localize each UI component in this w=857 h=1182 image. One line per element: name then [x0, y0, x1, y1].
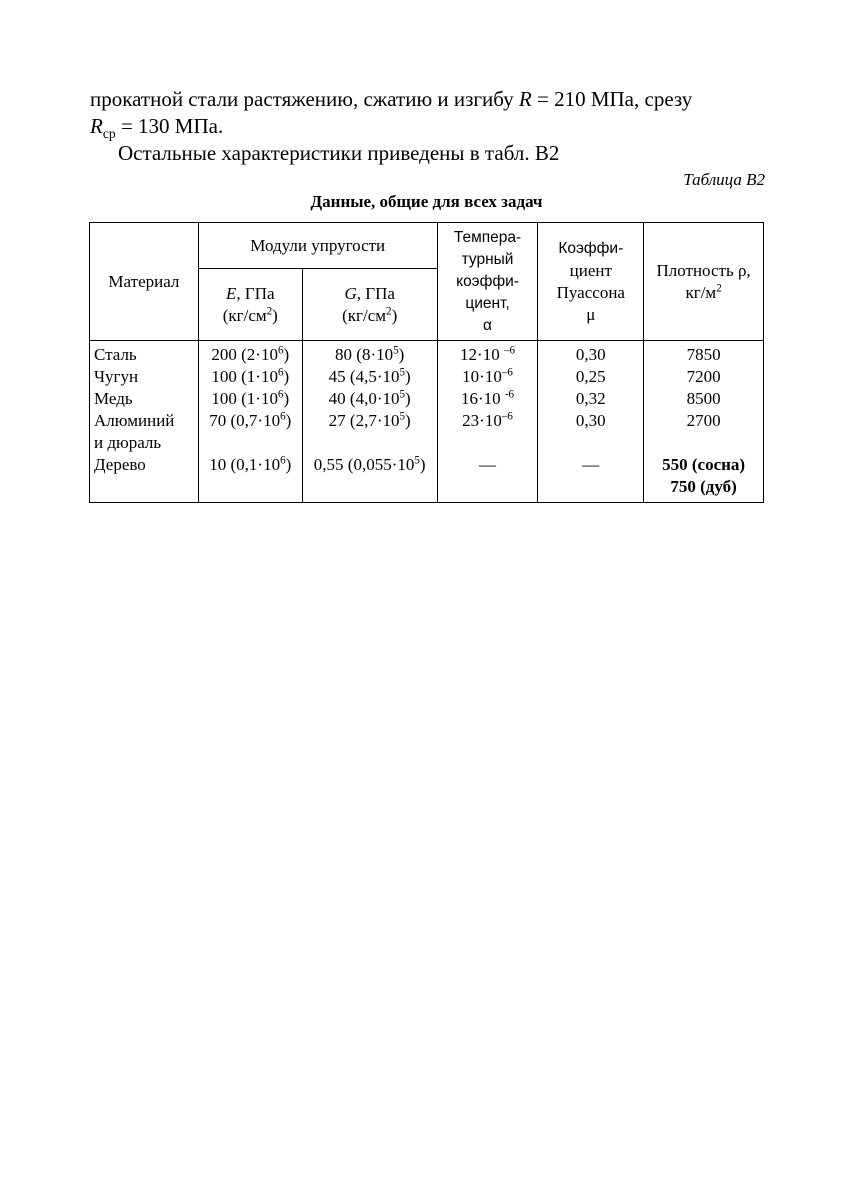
paragraph-other-characteristics: Остальные характеристики приведены в табл. В2	[118, 141, 560, 165]
cell-alpha	[437, 432, 538, 454]
cell-mu: 0,25	[538, 366, 644, 388]
cell-e: 100 $(1\cdot 10^6)$	[198, 388, 302, 410]
cell-material: Медь	[90, 388, 199, 410]
header-elastic-moduli: Модули упругости	[198, 223, 437, 269]
paragraph-strength: прокатной стали растяжению, сжатию и изгибу R = 210 МПа, срезу $R_{ср} = 130$ МПа.	[90, 87, 693, 142]
cell-material: Сталь	[90, 341, 199, 367]
header-density: Плотность ρ, $кг/м^2$	[644, 223, 764, 341]
cell-alpha	[437, 476, 538, 503]
cell-g	[302, 476, 437, 503]
cell-material: Чугун	[90, 366, 199, 388]
cell-material: Дерево	[90, 454, 199, 476]
cell-e: 100 $(1\cdot 10^6)$	[198, 366, 302, 388]
cell-density: 550 (сосна)	[644, 454, 764, 476]
cell-e	[198, 476, 302, 503]
table-row	[90, 366, 764, 388]
cell-density: 7200	[644, 366, 764, 388]
header-g-modulus: G, ГПа $(кг/см^2)$	[302, 269, 437, 341]
cell-g: 27 $(2,7\cdot 10^5)$	[302, 410, 437, 432]
table-row	[90, 341, 764, 367]
cell-mu: 0,30	[538, 341, 644, 367]
cell-alpha: —	[437, 454, 538, 476]
cell-g: 80 $(8\cdot 10^5)$	[302, 341, 437, 367]
cell-e: 10 $(0,1\cdot 10^6)$	[198, 454, 302, 476]
cell-mu: 0,32	[538, 388, 644, 410]
cell-g	[302, 432, 437, 454]
cell-density: 2700	[644, 410, 764, 432]
cell-mu	[538, 432, 644, 454]
table-row	[90, 388, 764, 410]
cell-e: 70 $(0,7\cdot 10^6)$	[198, 410, 302, 432]
cell-material: и дюраль	[90, 432, 199, 454]
table-row	[90, 410, 764, 432]
cell-mu: —	[538, 454, 644, 476]
cell-material	[90, 476, 199, 503]
cell-density: 750 (дуб)	[644, 476, 764, 503]
cell-g: 0,55 $(0,055\cdot 10^5)$	[302, 454, 437, 476]
cell-material: Алюминий	[90, 410, 199, 432]
cell-density: 8500	[644, 388, 764, 410]
header-poisson-ratio: Коэффи- циент Пуассона μ	[538, 223, 644, 341]
header-temperature-coefficient: Темпера- турный коэффи- циент, α	[437, 223, 538, 341]
table-row	[90, 454, 764, 476]
cell-density: 7850	[644, 341, 764, 367]
cell-alpha: $23\cdot 10^{-6}$	[437, 410, 538, 432]
cell-alpha: 16·10 $^{-6}$	[437, 388, 538, 410]
cell-mu: 0,30	[538, 410, 644, 432]
table-title: Данные, общие для всех задач	[310, 192, 543, 211]
cell-alpha: $10\cdot 10^{-6}$	[437, 366, 538, 388]
cell-mu	[538, 476, 644, 503]
material-properties-table	[89, 222, 764, 503]
cell-e: 200 $(2\cdot 10^6)$	[198, 341, 302, 367]
table-row	[90, 476, 764, 503]
cell-alpha: 12·10 $^{-6}$	[437, 341, 538, 367]
header-e-modulus: E, ГПа $(кг/см^2)$	[198, 269, 302, 341]
cell-e	[198, 432, 302, 454]
table-caption: Таблица В2	[683, 170, 765, 189]
cell-g: 40 $(4,0\cdot 10^5)$	[302, 388, 437, 410]
cell-density	[644, 432, 764, 454]
header-material: Материал	[90, 223, 199, 341]
cell-g: 45 $(4,5\cdot 10^5)$	[302, 366, 437, 388]
table-row	[90, 432, 764, 454]
